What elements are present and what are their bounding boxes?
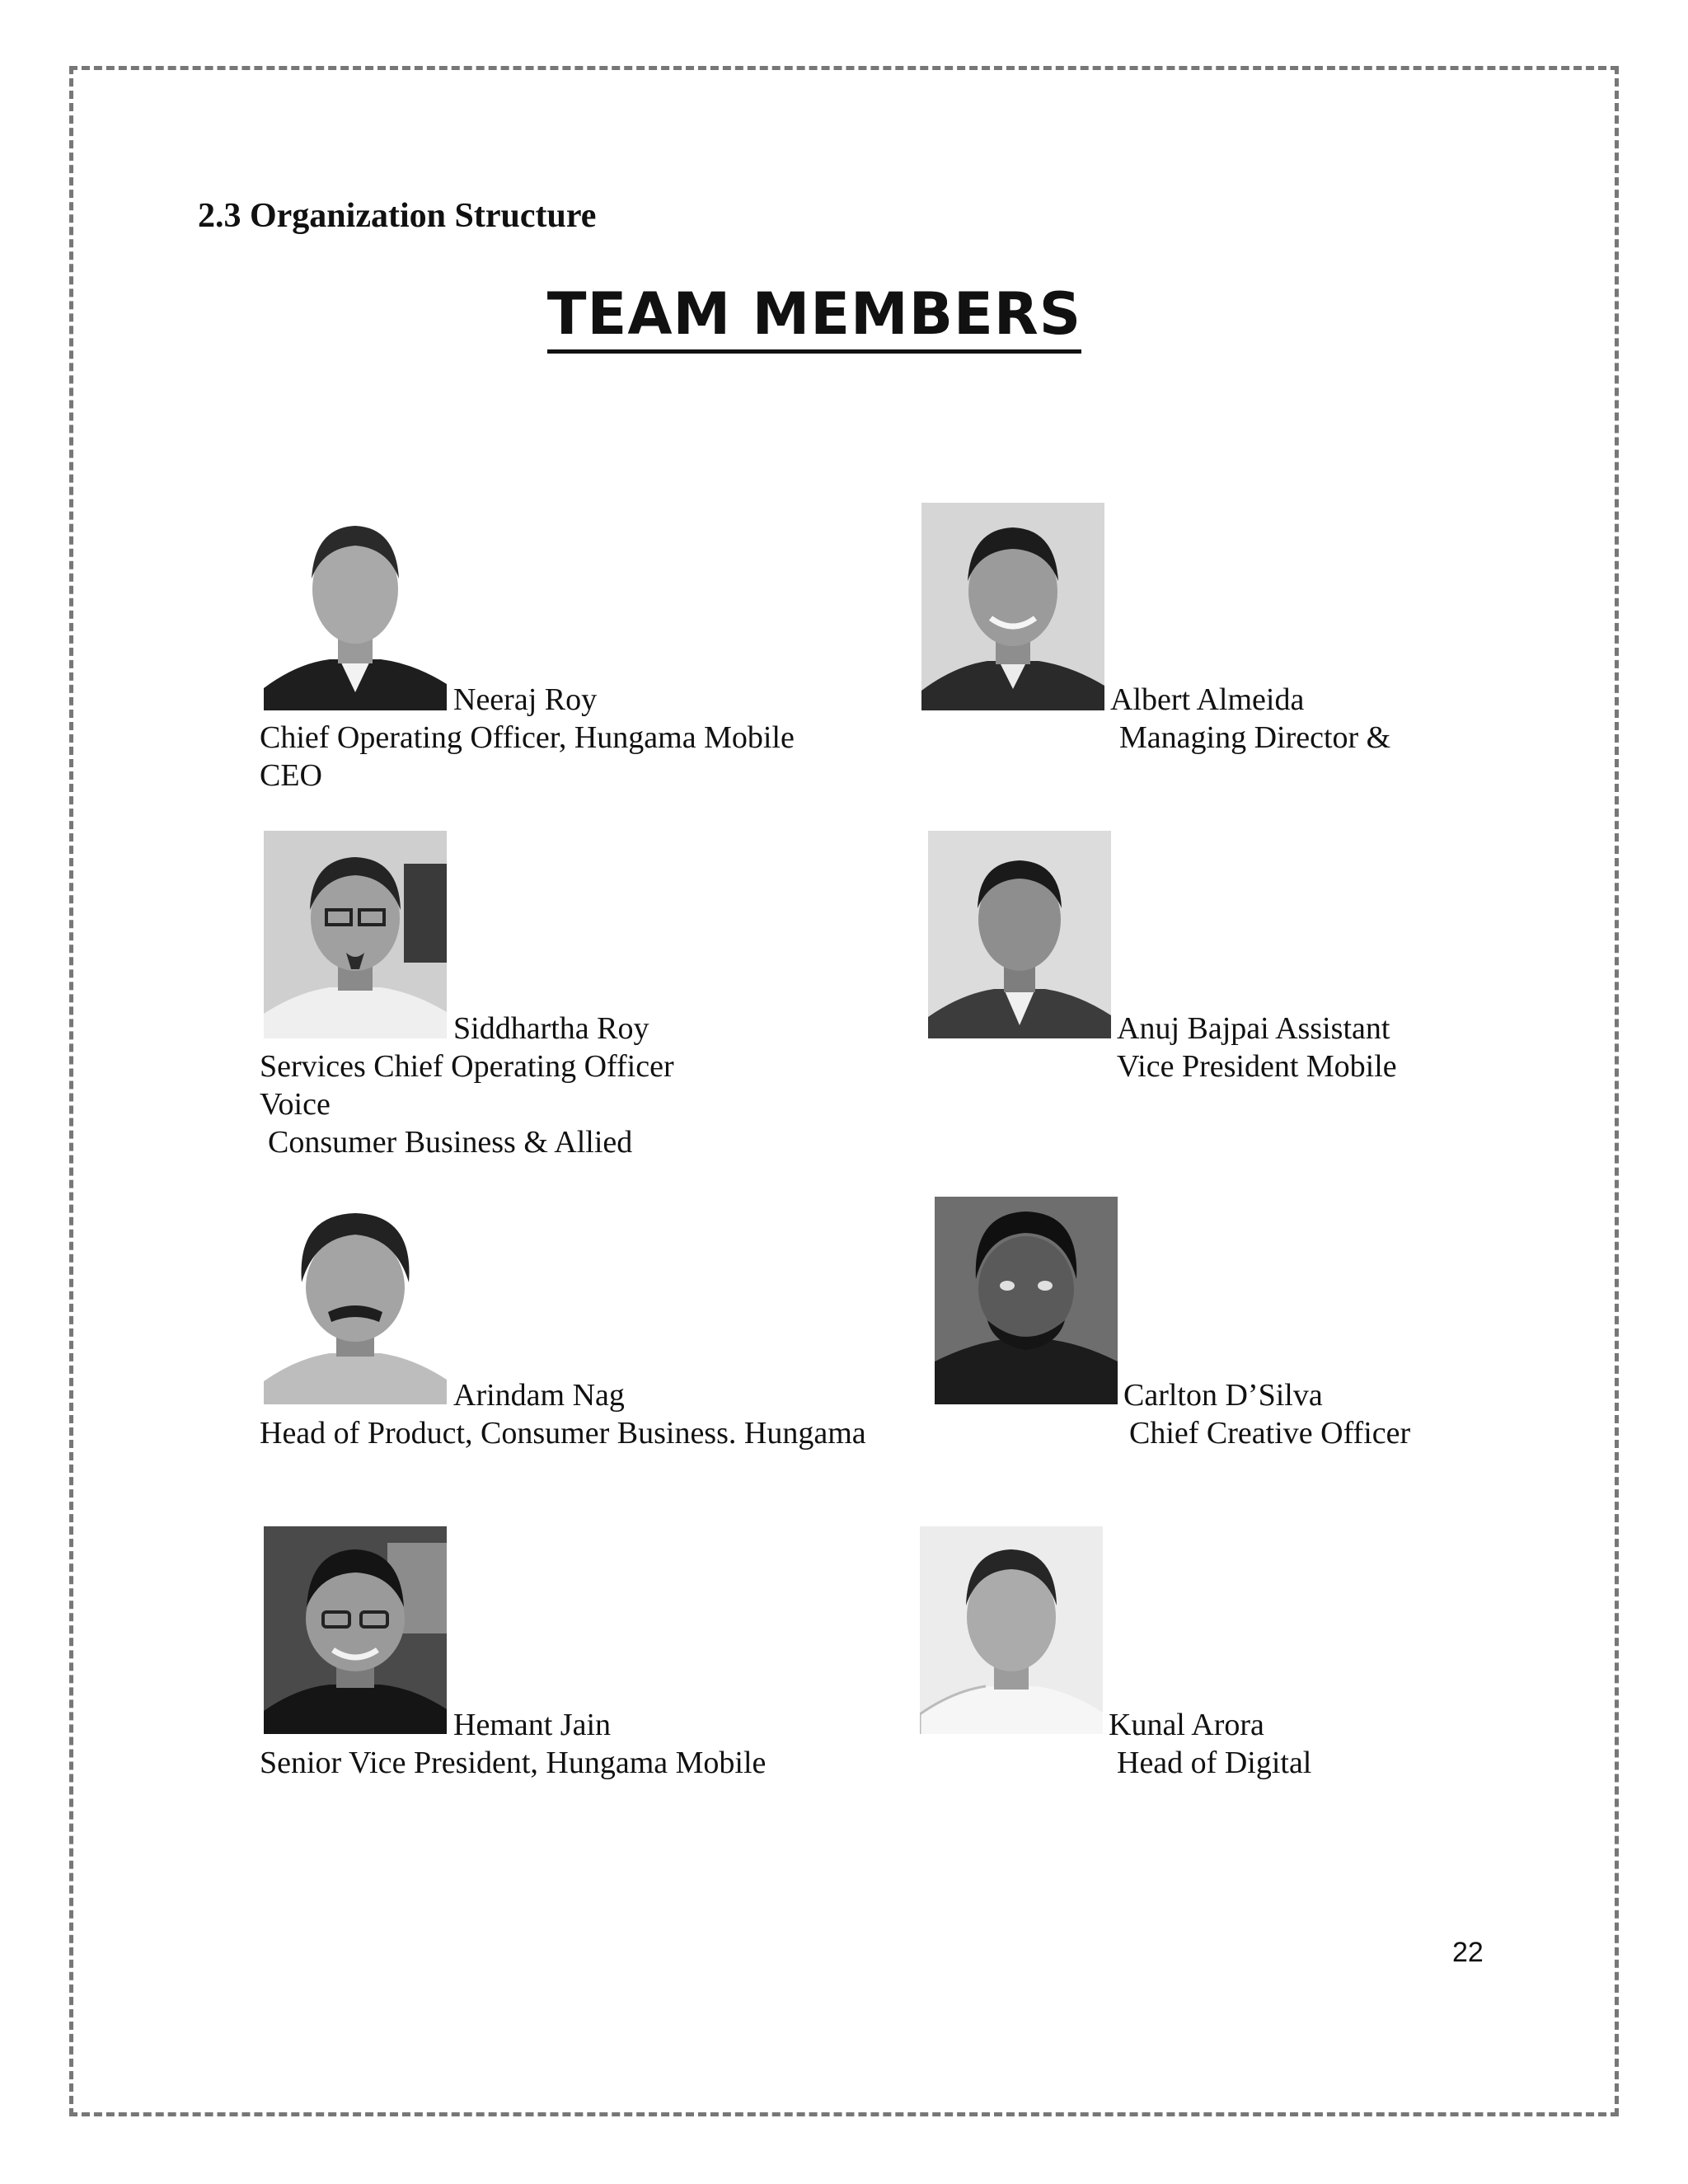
member-title-line: Services Chief Operating Officer (260, 1049, 674, 1084)
member-photo-kunal-arora (920, 1526, 1103, 1734)
person-portrait-icon (935, 1197, 1118, 1404)
member-title-line: Senior Vice President, Hungama Mobile (260, 1746, 767, 1780)
member-photo-arindam-nag (264, 1197, 447, 1404)
member-name: Hemant Jain (453, 1708, 612, 1742)
member-title-line: Chief Operating Officer, Hungama Mobile (260, 720, 795, 755)
member-name: Neeraj Roy (453, 682, 598, 717)
member-title-line: Head of Product, Consumer Business. Hungama (260, 1416, 866, 1451)
member-photo-anuj-bajpai (928, 831, 1111, 1038)
section-title: 2.3 Organization Structure (198, 197, 597, 235)
person-portrait-icon (928, 831, 1111, 1038)
person-portrait-icon (921, 503, 1104, 710)
page-title (0, 280, 1629, 348)
member-photo-neeraj-roy (264, 503, 447, 710)
person-portrait-icon (264, 831, 447, 1038)
person-portrait-icon (920, 1526, 1103, 1734)
member-title-line: Voice (260, 1087, 331, 1122)
member-name: Anuj Bajpai Assistant (1117, 1011, 1390, 1046)
member-title-line: Vice President Mobile (1117, 1049, 1397, 1084)
member-photo-siddhartha-roy (264, 831, 447, 1038)
person-portrait-icon (264, 1526, 447, 1734)
member-title-line: Managing Director & (1119, 720, 1391, 755)
member-name: Kunal Arora (1109, 1708, 1264, 1742)
page-number: 22 (1452, 1937, 1484, 1968)
member-name: Arindam Nag (453, 1378, 625, 1413)
member-photo-carlton-dsilva (935, 1197, 1118, 1404)
member-title-line: CEO (260, 758, 322, 793)
member-title-line: Head of Digital (1117, 1746, 1312, 1780)
person-portrait-icon (264, 503, 447, 710)
member-name: Siddhartha Roy (453, 1011, 649, 1046)
member-name: Carlton D’Silva (1123, 1378, 1323, 1413)
page-title-text: TEAM MEMBERS (547, 280, 1081, 354)
member-name: Albert Almeida (1110, 682, 1305, 717)
member-photo-hemant-jain (264, 1526, 447, 1734)
member-title-line: Consumer Business & Allied (268, 1125, 633, 1160)
member-photo-albert-almeida (921, 503, 1104, 710)
member-title-line: Chief Creative Officer (1129, 1416, 1411, 1451)
person-portrait-icon (264, 1197, 447, 1404)
